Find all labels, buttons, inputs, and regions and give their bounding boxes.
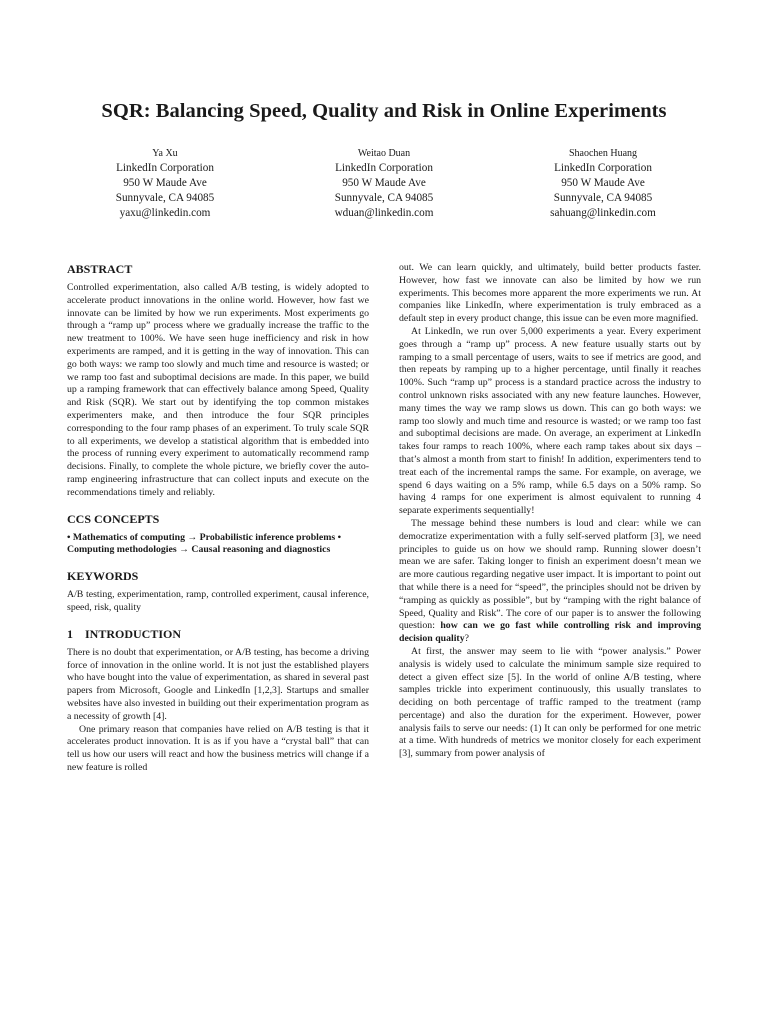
author-city: Sunnyvale, CA 94085: [553, 192, 653, 204]
author-2: [279, 146, 489, 221]
intro-paragraph-5: At first, the answer may seem to lie with “power analysis.” Power analysis is widely used to calculate the minimum sample size required to detect a given effect size [5]. In the world of online A/B testing, where samples trickle into experiment continuously, this usually translates to deciding on both percentage of traffic ramped to the treatment (ramp percentage) and also the duration for the experiment. However, power analysis fails to serve our needs: (1) It can only be performed for one metric at a time. With hundreds of metrics we monitor closely for each experiment [3], summary from power analysis of: [399, 645, 701, 760]
intro-paragraph-1: There is no doubt that experimentation, or A/B testing, has become a driving force of innovation in the online world. It is not just the established players who have bought into the value of experimentation, as shared in several past papers from Microsoft, Google and LinkedIn [1,2,3]. Startups and smaller websites have also invested in building out their experimentation program as a necessity of growth [4].: [67, 646, 369, 722]
intro-heading: [67, 627, 369, 641]
intro-paragraph-4-text: The message behind these numbers is loud and clear: while we can democratize experimentation with a fully self-served platform [3], we need principles to guide us on how we should ramp. Running slower doesn’t mean we are safer. Taking longer to finish an experiment doesn’t mean we are more cautious regarding negative user impact. It is important to point out that while there is a need for “speed”, the principles should not be driven by “ramping as quickly as possible”, but by “ramping with the right balance of Speed, Quality and Risk”. The core of our paper is to answer the following question:: [399, 517, 701, 632]
author-name: Shaochen Huang: [568, 148, 638, 159]
author-street: 950 W Maude Ave: [561, 177, 645, 189]
author-street: 950 W Maude Ave: [342, 177, 426, 189]
section-title: INTRODUCTION: [85, 626, 182, 641]
intro-paragraph-2-continued: out. We can learn quickly, and ultimately, build better products faster. However, how fast we innovate can also be limited by how we run experiments. This becomes more apparent the more experiments we run. At companies like LinkedIn, where experimentation is truly embraced as a default step in every product change, this issue can be even more magnified.: [399, 262, 701, 325]
keywords-text: A/B testing, experimentation, ramp, controlled experiment, causal inference, speed, risk, quality: [67, 589, 369, 613]
author-affiliation: LinkedIn Corporation: [554, 162, 652, 174]
author-1: [60, 146, 270, 221]
intro-paragraph-3: At LinkedIn, we run over 5,000 experiments a year. Every experiment goes through a “ramp up” process. A new feature usually starts out by ramping to a small percentage of users, waits to see if metrics are good, and then repeats by ramping up to a higher percentage, until finally it reaches 100%. Such “ramp up” process is a standard practice across the industry to control unknown risks associated with any new feature launches. However, many times the way we ramp slows us down. This can go both ways: we ramp too slowly and much time and resource is wasted; or we ramp too fast and suboptimal decisions are made. On average, an experiment at LinkedIn takes four ramps to reach 100%, where each ramp takes about six days – that’s almost a month from start to finish! In addition, experimenters tend to treat each of the incremental ramps the same. For example, on average, we spend 6 days waiting on a 5% ramp, while 6.5 days on a 50% ramp. So having 4 ramps for one experiment is almost equivalent to running 4 separate experiments sequentially!: [399, 325, 701, 517]
author-block: [60, 146, 708, 221]
author-name: Weitao Duan: [357, 148, 411, 159]
intro-paragraph-4: [399, 518, 701, 646]
author-street: 950 W Maude Ave: [123, 177, 207, 189]
author-email: yaxu@linkedin.com: [119, 207, 211, 219]
right-column: [399, 262, 701, 761]
author-name: Ya Xu: [152, 148, 178, 159]
ccs-text: • Mathematics of computing → Probabilistic inference problems • Computing methodologies → Causal reasoning and diagnostics: [67, 531, 342, 556]
author-city: Sunnyvale, CA 94085: [115, 192, 215, 204]
author-3: [498, 146, 708, 221]
intro-paragraph-4-bold: how can we go fast while controlling risk and improving decision quality: [399, 620, 702, 645]
author-affiliation: LinkedIn Corporation: [335, 162, 433, 174]
keywords-heading: KEYWORDS: [67, 569, 139, 584]
author-email: sahuang@linkedin.com: [550, 207, 656, 219]
author-email: wduan@linkedin.com: [334, 207, 434, 219]
intro-paragraph-4-end: ?: [464, 633, 469, 645]
section-number: 1: [67, 626, 73, 641]
ccs-heading: CCS CONCEPTS: [67, 511, 160, 526]
author-affiliation: LinkedIn Corporation: [116, 162, 214, 174]
left-column: [67, 262, 369, 775]
abstract-heading: ABSTRACT: [67, 262, 133, 276]
author-city: Sunnyvale, CA 94085: [334, 192, 434, 204]
abstract-text: Controlled experimentation, also called A/B testing, is widely adopted to accelerate product innovations in the online world. However, how fast we innovate can be limited by how we run experiments. Most experiments go through a “ramp up” process where we gradually increase the traffic to the new treatment to 100%. We have seen huge inefficiency and risk in how experiments are ramped, and it is getting in the way of innovation. This can go both ways: we ramp too slowly and much time and resource is wasted; or we ramp too fast and suboptimal decisions are made. In this paper, we build up a ramping framework that can effectively balance among Speed, Quality and Risk (SQR). We start out by identifying the top common mistakes experimenters make, and then introduce the four SQR principles corresponding to the four ramp phases of an experiment. To truly scale SQR to all experiments, we develop a statistical algorithm that is embedded into the process of running every experiment to automatically recommend ramp decisions. Finally, to complete the whole picture, we briefly cover the auto-ramp engineering infrastructure that can collect inputs and execute on the recommendations timely and reliably.: [67, 282, 369, 498]
paper-title: SQR: Balancing Speed, Quality and Risk in Online Experiments: [101, 100, 667, 122]
intro-paragraph-2: One primary reason that companies have relied on A/B testing is that it accelerates product innovation. It is as if you have a “crystal ball” that can tell us how our users will react and how the business metrics will change if a new feature is rolled: [67, 723, 369, 773]
